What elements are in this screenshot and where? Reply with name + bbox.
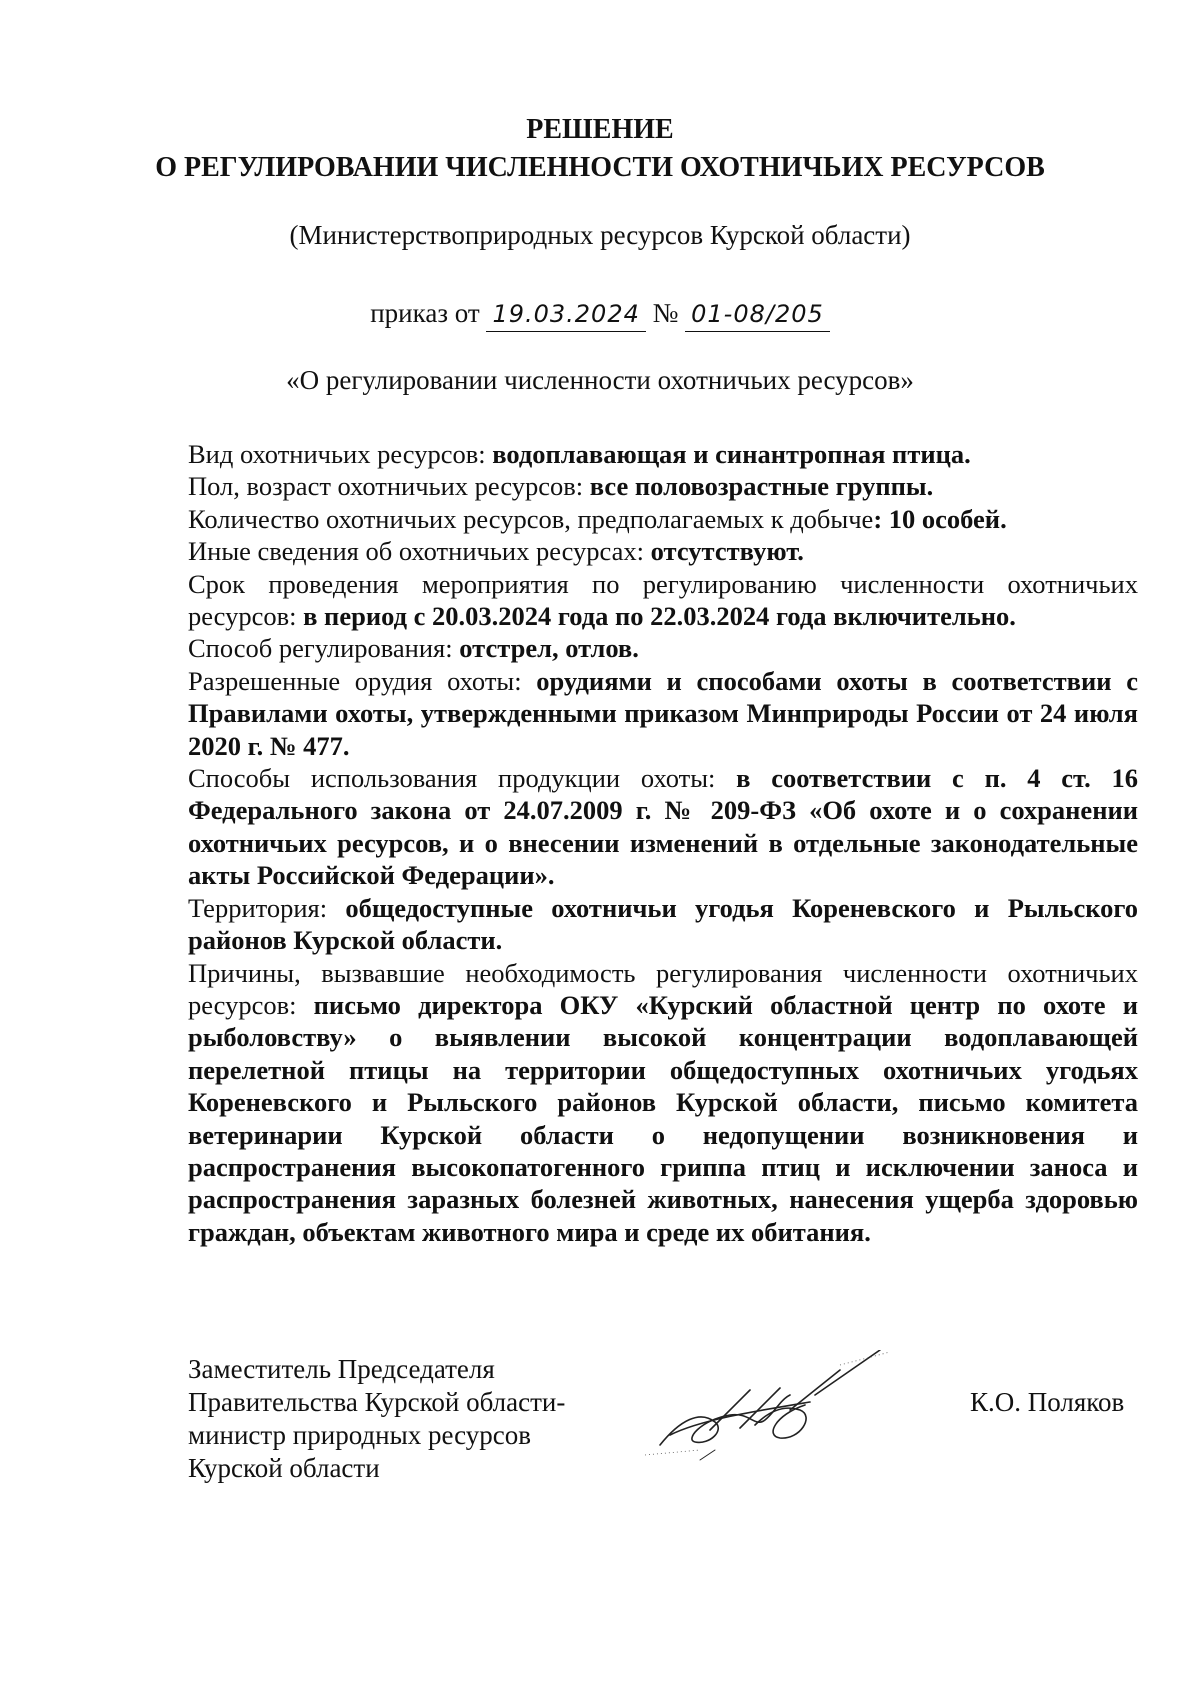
order-number-sign: № (652, 298, 679, 328)
field-value: в соответствии с п. 4 ст. 16 Федерального закона от 24.07.2009 г. № 209-ФЗ «Об охоте и о сохранении охотничьих ресурсов, и о внесении изменений в отдельные законодательные акты Российской Федерации». (188, 763, 1138, 891)
order-prefix: приказ от (370, 298, 480, 328)
field-product-use (188, 762, 1138, 892)
field-value: водоплавающая и синантропная птица. (492, 439, 971, 469)
field-value: все половозрастные группы. (589, 471, 934, 502)
field-label: Количество охотничьих ресурсов, предполагаемых к добыче (188, 503, 874, 534)
field-label: Вид охотничьих ресурсов: (188, 439, 493, 469)
field-label: Территория: (188, 892, 346, 923)
position-line: Правительства Курской области- (188, 1387, 566, 1417)
field-quantity (188, 503, 1138, 535)
field-label: Способ регулирования: (188, 633, 460, 664)
field-reasons (188, 957, 1138, 1249)
field-label: Иные сведения об охотничьих ресурсах: (188, 536, 651, 567)
signatory-position (188, 1353, 565, 1485)
field-value: отстрел, отлов. (459, 633, 639, 664)
field-period (188, 568, 1138, 633)
field-tools (188, 665, 1138, 762)
field-method (188, 632, 1138, 664)
field-label: Срок проведения мероприятия по регулированию численности охотничьих ресурсов: (188, 568, 1138, 632)
field-territory (188, 892, 1138, 957)
position-line: Курской области (188, 1453, 380, 1483)
field-value: орудиями и способами охоты в соответствии с Правилами охоты, утвержденными приказом Минприроды России от 24 июля 2020 г. № 477. (188, 665, 1138, 761)
order-number: 01-08/205 (685, 297, 830, 332)
document-title: РЕШЕНИЕ (526, 114, 674, 145)
field-other-info (188, 535, 1138, 567)
field-label: Причины, вызвавшие необходимость регулирования численности охотничьих ресурсов: (188, 957, 1138, 1020)
issuing-authority: (Министерствоприродных ресурсов Курской области) (289, 220, 911, 250)
field-value: в период с 20.03.2024 года по 22.03.2024 года включительно. (303, 601, 1016, 632)
field-label: Способы использования продукции охоты: (188, 763, 737, 794)
field-value: общедоступные охотничьи угодья Кореневского и Рыльского районов Курской области. (188, 892, 1139, 956)
field-sex-age (188, 470, 1138, 502)
order-line (0, 296, 1200, 332)
order-date: 19.03.2024 (486, 297, 645, 332)
field-label: Разрешенные орудия охоты: (188, 665, 537, 696)
field-value: : 10 особей. (873, 503, 1007, 534)
field-value: письмо директора ОКУ «Курский областной центр по охоте и рыболовству» о выявлении высокой концентрации водоплавающей перелетной птицы на территории общедоступных охотничьих угодьях Кореневского и Рыльского районов Курской области, письмо комитета ветеринарии Курской области о недопущении возникновения и распространения высокопатогенного гриппа птиц и исключении заноса и распространения заразных болезней животных, нанесения ущерба здоровью граждан, объектам животного мира и среде их обитания. (188, 989, 1138, 1247)
field-resource-type (188, 438, 1138, 470)
position-line: Заместитель Председателя (188, 1354, 495, 1384)
field-label: Пол, возраст охотничьих ресурсов: (188, 471, 590, 502)
position-line: министр природных ресурсов (188, 1420, 532, 1450)
decision-fields (188, 438, 1138, 1248)
field-value: отсутствуют. (650, 536, 804, 567)
handwritten-signature (640, 1350, 900, 1480)
document-subtitle: О РЕГУЛИРОВАНИИ ЧИСЛЕННОСТИ ОХОТНИЧЬИХ РЕСУРСОВ (155, 152, 1045, 183)
signatory-name: К.О. Поляков (970, 1387, 1125, 1417)
order-subject: «О регулировании численности охотничьих ресурсов» (286, 365, 914, 395)
